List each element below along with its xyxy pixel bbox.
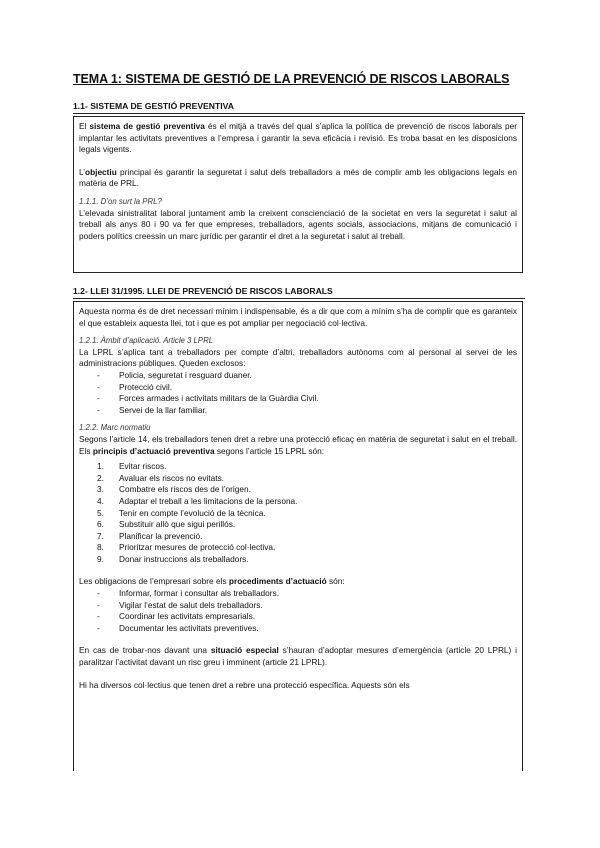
obligations-list <box>79 588 517 634</box>
list-item: - Coordinar les activitats empresarials. <box>97 611 517 623</box>
list-item: - Documentar les activitats preventives. <box>97 623 517 635</box>
section-box-1-1 <box>73 116 523 273</box>
paragraph-special-situation: En cas de trobar-nos davant una situació especial s’hauran d’adoptar mesures d’emergència (article 20 LPRL) i paralitzar l’activitat davant un risc greu i imminent (article 21 LPRL). <box>79 645 517 668</box>
section-heading-1-2 <box>73 286 333 296</box>
section-rule <box>73 298 525 299</box>
list-item: 9. Donar instruccions als treballadors. <box>97 553 249 564</box>
subheading-origin: 1.1.1. D’on surt la PRL? <box>79 196 162 206</box>
paragraph-obligations: Les obligacions de l’empresari sobre els procediments d’actuació són: <box>79 576 345 587</box>
list-item: 4. Adaptar el treball a les limitacions de la persona. <box>97 495 298 506</box>
section-heading-text: 1.2- LLEI 31/1995. LLEI DE PREVENCIÓ DE RISCOS LABORALS <box>73 286 333 296</box>
paragraph-framework: Segons l’article 14, els treballadors tenen dret a rebre una protecció eficaç en matèria de seguretat i salut en el treball. Els principis d’actuació preventiva segons l’article 15 LPRL són: <box>79 433 517 456</box>
list-item: 3. Combatre els riscos des de l’origen. <box>97 484 251 495</box>
list-item: 6. Substituir allò que sigui perillós. <box>97 519 236 530</box>
excluded-list <box>79 370 517 416</box>
paragraph-origin: L’elevada sinistralitat laboral juntament amb la creixent conscienciació de la societat en vers la seguretat i salut al treball als anys 80 i 90 va fer que empreses, treballadors, agents socials, associacions, mitjans de comunicació i poders polítics creessin un marc jurídic per garantir el dret a la seguretat i salut al treball. <box>79 207 517 241</box>
list-item: - Servei de la llar familiar. <box>97 405 517 417</box>
principles-list <box>79 461 517 565</box>
section-heading-text: 1.1- SISTEMA DE GESTIÓ PREVENTIVA <box>73 101 234 111</box>
paragraph-definition: El sistema de gestió preventiva és el mitjà a través del qual s’aplica la política de prevenció de riscos laborals per implantar les activitats preventives a l’empresa i garantir la seva eficàcia i revisió. Es troba basat en les disposicions legals vigents. <box>79 121 517 155</box>
list-item: 1. Evitar riscos. <box>97 461 167 472</box>
list-item: - Vigilar l’estat de salut dels treballadors. <box>97 600 517 612</box>
list-item: 8. Prioritzar mesures de protecció col·lectiva. <box>97 542 276 553</box>
section-box-1-2 <box>73 301 523 771</box>
section-heading-1-1 <box>73 101 234 111</box>
paragraph-norm: Aquesta norma és de dret necessari mínim i indispensable, és a dir que com a mínim s’ha de complir que es garanteix el que estableix aquesta llei, tot i que es pot ampliar per negociació col·lectiva. <box>79 306 517 328</box>
paragraph-scope: La LPRL s’aplica tant a treballadors per compte d’altri, treballadors autònoms com al personal al servei de les administracions públiques. Queden exclosos: <box>79 346 517 369</box>
paragraph-objective: L’objectiu principal és garantir la seguretat i salut dels treballadors a més de complir amb les obligacions legals en matèria de PRL. <box>79 166 517 189</box>
list-item: - Forces armades i activitats militars de la Guàrdia Civil. <box>97 393 517 405</box>
list-item: - Informar, formar i consultar als treballadors. <box>97 588 517 600</box>
paragraph-specific-protection: Hi ha diversos col·lectius que tenen dret a rebre una protecció específica. Aquests són els <box>79 679 410 690</box>
page-title: TEMA 1: SISTEMA DE GESTIÓ DE LA PREVENCIÓ DE RISCOS LABORALS <box>73 72 510 86</box>
subheading-framework: 1.2.2. Marc normatiu <box>79 423 151 433</box>
list-item: - Policia, seguretat i resguard duaner. <box>97 370 517 382</box>
list-item: 7. Planificar la prevenció. <box>97 530 203 541</box>
list-item: 2. Avaluar els riscos no evitats. <box>97 472 224 483</box>
section-rule <box>73 113 525 114</box>
list-item: 5. Tenir en compte l’evolució de la tècnica. <box>97 507 266 518</box>
list-item: - Protecció civil. <box>97 382 517 394</box>
subheading-scope: 1.2.1. Àmbit d’aplicació. Article 3 LPRL <box>79 336 214 346</box>
